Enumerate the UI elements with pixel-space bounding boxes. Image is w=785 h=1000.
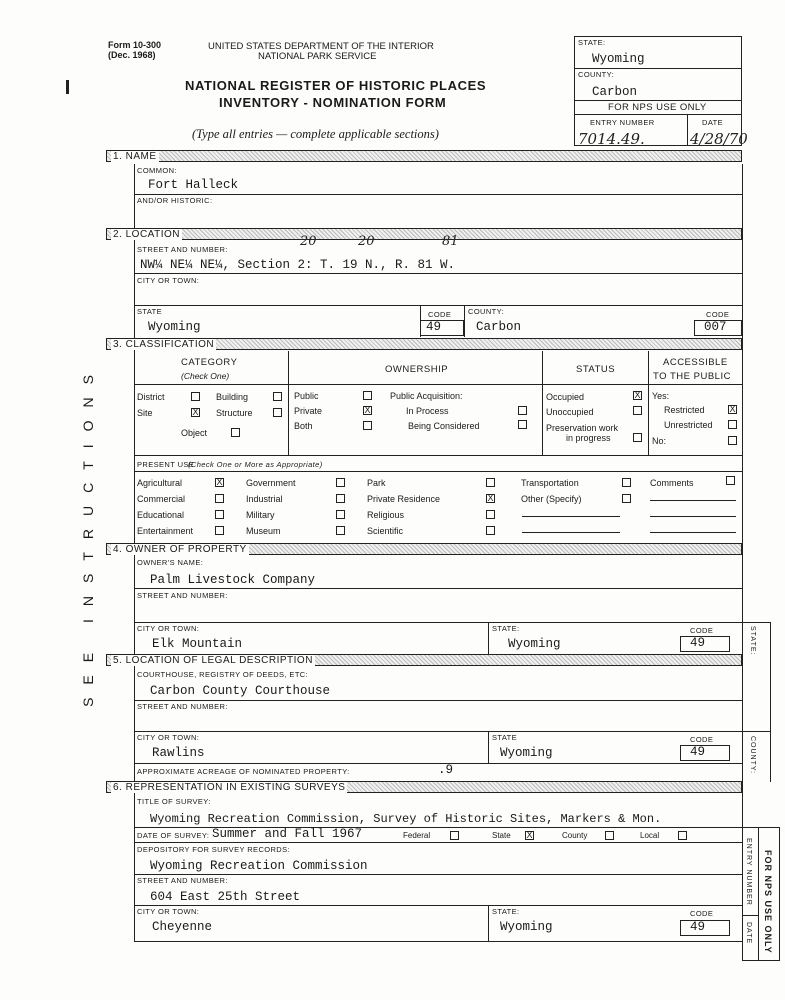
use-transportation-checkbox[interactable] bbox=[622, 478, 631, 487]
state-label: STATE: bbox=[578, 38, 606, 47]
use-private-residence-label: Private Residence bbox=[367, 494, 441, 504]
county-code-label: CODE bbox=[706, 310, 730, 319]
use-educational-checkbox[interactable] bbox=[215, 510, 224, 519]
status-occupied-checkbox[interactable]: X bbox=[634, 390, 641, 400]
use-other-checkbox[interactable] bbox=[622, 494, 631, 503]
street-label: STREET AND NUMBER: bbox=[137, 245, 228, 254]
accessible-header-2: TO THE PUBLIC bbox=[653, 371, 731, 382]
city-label: CITY OR TOWN: bbox=[137, 276, 200, 285]
access-no-checkbox[interactable] bbox=[728, 436, 737, 445]
cat-building-label: Building bbox=[216, 392, 249, 402]
use-agricultural-checkbox[interactable]: X bbox=[216, 477, 223, 487]
historic-label: AND/OR HISTORIC: bbox=[137, 196, 213, 205]
category-subheader: (Check One) bbox=[181, 371, 230, 381]
acreage-value: .9 bbox=[438, 763, 454, 777]
cat-district-checkbox[interactable] bbox=[191, 392, 200, 401]
survey-title-value: Wyoming Recreation Commission, Survey of Historic Sites, Markers & Mon. bbox=[150, 812, 662, 826]
form-date: (Dec. 1968) bbox=[108, 50, 156, 60]
section-3-title: 3. CLASSIFICATION bbox=[113, 339, 215, 350]
status-unoccupied-checkbox[interactable] bbox=[633, 406, 642, 415]
entry-date-value: 4/28/70 bbox=[690, 130, 748, 148]
owner-name-value: Palm Livestock Company bbox=[150, 573, 316, 587]
form-number: Form 10-300 bbox=[108, 40, 162, 50]
use-entertainment-checkbox[interactable] bbox=[215, 526, 224, 535]
survey-local-checkbox[interactable] bbox=[678, 831, 687, 840]
survey-state-label: State bbox=[492, 831, 511, 840]
survey-state-value: Wyoming bbox=[500, 920, 553, 934]
status-preservation-checkbox[interactable] bbox=[633, 433, 642, 442]
use-commercial-checkbox[interactable] bbox=[215, 494, 224, 503]
own-private-label: Private bbox=[294, 406, 323, 416]
access-restricted-label: Restricted bbox=[664, 405, 705, 415]
survey-state-checkbox[interactable]: X bbox=[526, 830, 533, 840]
present-use-label: PRESENT USE bbox=[137, 460, 195, 469]
state-value: Wyoming bbox=[148, 320, 201, 334]
own-both-checkbox[interactable] bbox=[363, 421, 372, 430]
state-code-label: CODE bbox=[428, 310, 452, 319]
survey-street-value: 604 East 25th Street bbox=[150, 890, 301, 904]
depository-value: Wyoming Recreation Commission bbox=[150, 859, 368, 873]
use-comments-label: Comments bbox=[650, 478, 694, 488]
date-label: DATE bbox=[702, 118, 724, 127]
entry-number-value: 7014.49. bbox=[578, 130, 645, 148]
hand-number-3: 81 bbox=[442, 234, 459, 249]
county-label: COUNTY: bbox=[468, 307, 505, 316]
survey-federal-checkbox[interactable] bbox=[450, 831, 459, 840]
use-park-checkbox[interactable] bbox=[486, 478, 495, 487]
hand-number-2: 20 bbox=[358, 234, 375, 249]
department-line: UNITED STATES DEPARTMENT OF THE INTERIOR bbox=[208, 41, 434, 52]
cat-object-label: Object bbox=[181, 428, 208, 438]
status-unoccupied-label: Unoccupied bbox=[546, 407, 594, 417]
common-name: Fort Halleck bbox=[148, 178, 239, 192]
county-value: Carbon bbox=[476, 320, 522, 334]
acq-in-process-label: In Process bbox=[406, 406, 449, 416]
use-military-checkbox[interactable] bbox=[336, 510, 345, 519]
county-label: COUNTY: bbox=[578, 70, 615, 79]
section-5-band bbox=[106, 654, 742, 666]
status-occupied-label: Occupied bbox=[546, 392, 585, 402]
survey-code-label: CODE bbox=[690, 909, 714, 918]
form-subtitle: INVENTORY - NOMINATION FORM bbox=[219, 95, 447, 110]
legal-code-label: CODE bbox=[690, 735, 714, 744]
agency-line: NATIONAL PARK SERVICE bbox=[258, 51, 377, 62]
owner-code-value: 49 bbox=[690, 636, 706, 650]
depository-label: DEPOSITORY FOR SURVEY RECORDS: bbox=[137, 845, 291, 854]
legal-street-label: STREET AND NUMBER: bbox=[137, 702, 228, 711]
acquisition-label: Public Acquisition: bbox=[390, 391, 463, 401]
use-museum-label: Museum bbox=[246, 526, 281, 536]
owner-code-label: CODE bbox=[690, 626, 714, 635]
status-preservation-label-2: in progress bbox=[566, 433, 611, 443]
section-2-band bbox=[106, 228, 742, 240]
survey-federal-label: Federal bbox=[403, 831, 431, 840]
section-2-title: 2. LOCATION bbox=[113, 229, 180, 240]
use-comments-checkbox[interactable] bbox=[726, 476, 735, 485]
street-value: NW¼ NE¼ NE¼, Section 2: T. 19 N., R. 81 W. bbox=[140, 258, 456, 272]
use-agricultural-label: Agricultural bbox=[137, 478, 183, 488]
use-educational-label: Educational bbox=[137, 510, 185, 520]
legal-state-label: STATE bbox=[492, 733, 518, 742]
acreage-label: APPROXIMATE ACREAGE OF NOMINATED PROPERTY: bbox=[137, 767, 350, 776]
type-instructions: (Type all entries — complete applicable sections) bbox=[192, 127, 439, 141]
use-scientific-label: Scientific bbox=[367, 526, 404, 536]
use-government-checkbox[interactable] bbox=[336, 478, 345, 487]
owner-name-label: OWNER'S NAME: bbox=[137, 558, 204, 567]
owner-state-label: STATE: bbox=[492, 624, 520, 633]
survey-local-label: Local bbox=[640, 831, 660, 840]
common-label: COMMON: bbox=[137, 166, 177, 175]
survey-date-value: Summer and Fall 1967 bbox=[212, 827, 363, 841]
cat-site-label: Site bbox=[137, 408, 153, 418]
section-4-title: 4. OWNER OF PROPERTY bbox=[113, 544, 247, 555]
hand-number-1: 20 bbox=[300, 234, 317, 249]
access-no-label: No: bbox=[652, 436, 667, 446]
status-preservation-label: Preservation work bbox=[546, 423, 619, 433]
use-military-label: Military bbox=[246, 510, 275, 520]
date-side-label: DATE bbox=[745, 922, 752, 945]
use-museum-checkbox[interactable] bbox=[336, 526, 345, 535]
access-unrestricted-label: Unrestricted bbox=[664, 420, 713, 430]
courthouse-label: COURTHOUSE, REGISTRY OF DEEDS, ETC: bbox=[137, 670, 309, 679]
nps-use-side-label: FOR NPS USE ONLY bbox=[763, 850, 773, 954]
county-side-label: COUNTY: bbox=[749, 736, 756, 775]
section-6-title: 6. REPRESENTATION IN EXISTING SURVEYS bbox=[113, 782, 346, 793]
section-3-band bbox=[106, 338, 742, 350]
use-industrial-label: Industrial bbox=[246, 494, 283, 504]
use-religious-checkbox[interactable] bbox=[486, 510, 495, 519]
present-use-note: (Check One or More as Appropriate) bbox=[188, 460, 323, 469]
state-label: STATE bbox=[137, 307, 163, 316]
cat-structure-label: Structure bbox=[216, 408, 253, 418]
margin-mark bbox=[66, 80, 69, 94]
own-public-label: Public bbox=[294, 391, 319, 401]
legal-state-value: Wyoming bbox=[500, 746, 553, 760]
cat-district-label: District bbox=[137, 392, 165, 402]
ownership-header: OWNERSHIP bbox=[385, 364, 449, 375]
state-side-label: STATE: bbox=[749, 626, 756, 656]
see-instructions-side: SEE INSTRUCTIONS bbox=[80, 362, 96, 707]
use-park-label: Park bbox=[367, 478, 386, 488]
own-private-checkbox[interactable]: X bbox=[364, 405, 371, 415]
legal-city-label: CITY OR TOWN: bbox=[137, 733, 200, 742]
access-restricted-checkbox[interactable]: X bbox=[729, 404, 736, 414]
state-value: Wyoming bbox=[592, 52, 645, 66]
use-commercial-label: Commercial bbox=[137, 494, 186, 504]
legal-code-value: 49 bbox=[690, 745, 706, 759]
survey-date-label: DATE OF SURVEY: bbox=[137, 831, 210, 840]
cat-structure-checkbox[interactable] bbox=[273, 408, 282, 417]
status-header: STATUS bbox=[576, 364, 616, 375]
use-other-label: Other (Specify) bbox=[521, 494, 582, 504]
use-industrial-checkbox[interactable] bbox=[336, 494, 345, 503]
legal-city-value: Rawlins bbox=[152, 746, 205, 760]
survey-county-label: County bbox=[562, 831, 588, 840]
state-code-value: 49 bbox=[426, 320, 442, 334]
use-entertainment-label: Entertainment bbox=[137, 526, 194, 536]
section-5-title: 5. LOCATION OF LEGAL DESCRIPTION bbox=[113, 655, 313, 666]
use-religious-label: Religious bbox=[367, 510, 405, 520]
section-4-band bbox=[106, 543, 742, 555]
use-scientific-checkbox[interactable] bbox=[486, 526, 495, 535]
form-title: NATIONAL REGISTER OF HISTORIC PLACES bbox=[185, 78, 487, 93]
survey-county-checkbox[interactable] bbox=[605, 831, 614, 840]
cat-building-checkbox[interactable] bbox=[273, 392, 282, 401]
courthouse-value: Carbon County Courthouse bbox=[150, 684, 331, 698]
survey-code-value: 49 bbox=[690, 920, 706, 934]
cat-site-checkbox[interactable]: X bbox=[192, 407, 199, 417]
acq-considered-checkbox[interactable] bbox=[518, 420, 527, 429]
entry-number-label: ENTRY NUMBER bbox=[590, 118, 655, 127]
acq-in-process-checkbox[interactable] bbox=[518, 406, 527, 415]
section-1-title: 1. NAME bbox=[113, 151, 157, 162]
owner-city-value: Elk Mountain bbox=[152, 637, 243, 651]
own-both-label: Both bbox=[294, 421, 313, 431]
section-6-band bbox=[106, 781, 742, 793]
use-transportation-label: Transportation bbox=[521, 478, 579, 488]
access-unrestricted-checkbox[interactable] bbox=[728, 420, 737, 429]
owner-state-value: Wyoming bbox=[508, 637, 561, 651]
use-government-label: Government bbox=[246, 478, 296, 488]
owner-city-label: CITY OR TOWN: bbox=[137, 624, 200, 633]
category-header: CATEGORY bbox=[181, 357, 238, 368]
survey-street-label: STREET AND NUMBER: bbox=[137, 876, 228, 885]
cat-object-checkbox[interactable] bbox=[231, 428, 240, 437]
accessible-header: ACCESSIBLE bbox=[663, 357, 728, 368]
acq-considered-label: Being Considered bbox=[408, 421, 480, 431]
county-value: Carbon bbox=[592, 85, 638, 99]
survey-city-label: CITY OR TOWN: bbox=[137, 907, 200, 916]
section-1-band bbox=[106, 150, 742, 162]
own-public-checkbox[interactable] bbox=[363, 391, 372, 400]
county-code-value: 007 bbox=[704, 320, 727, 334]
survey-city-value: Cheyenne bbox=[152, 920, 213, 934]
use-private-residence-checkbox[interactable]: X bbox=[487, 493, 494, 503]
owner-street-label: STREET AND NUMBER: bbox=[137, 591, 228, 600]
survey-state-field-label: STATE: bbox=[492, 907, 520, 916]
nps-use-label: FOR NPS USE ONLY bbox=[608, 102, 707, 113]
entry-number-side-label: ENTRY NUMBER bbox=[745, 838, 752, 906]
access-yes-label: Yes: bbox=[652, 391, 670, 401]
survey-title-label: TITLE OF SURVEY: bbox=[137, 797, 211, 806]
